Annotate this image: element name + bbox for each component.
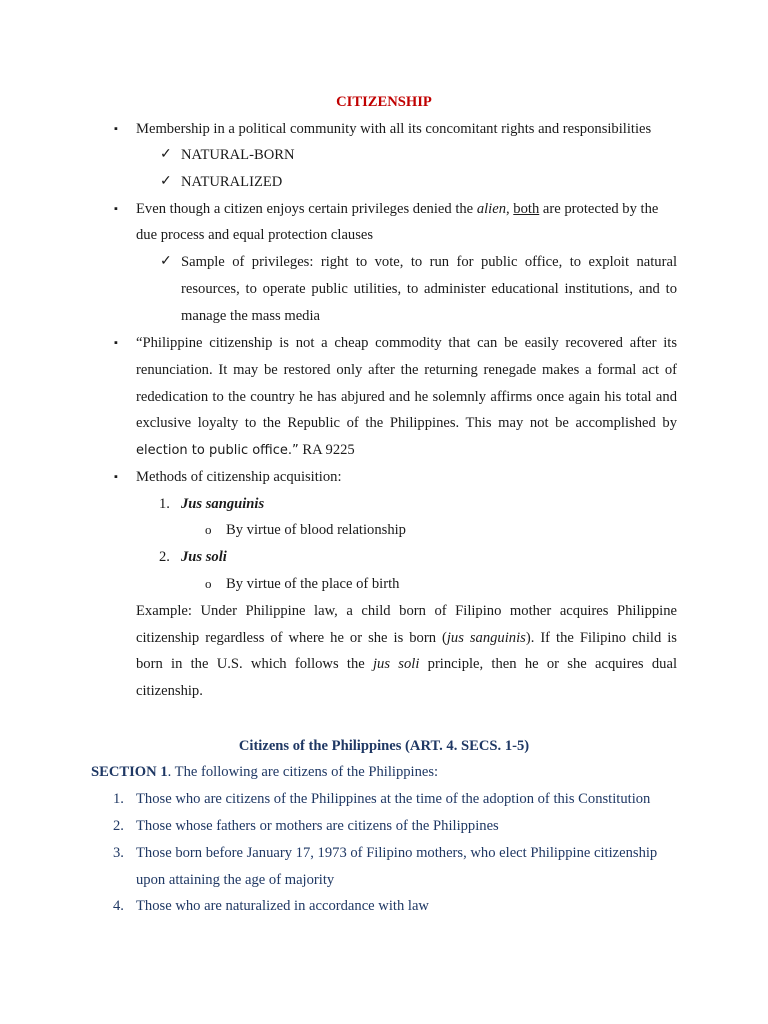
privileges-sample-l1: Sample of privileges: right to vote, to run for public office, to exploit natural <box>181 254 677 270</box>
quote-line-2: renunciation. It may be restored only after the returning renegade makes a formal act of <box>136 362 677 378</box>
example-line-2: citizenship regardless of where he or she is born (jus sanguinis). If the Filipino child is <box>136 630 677 646</box>
citizen-item-1: Those who are citizens of the Philippines at the time of the adoption of this Constitution <box>136 791 651 807</box>
circle-bullet: o <box>205 522 212 537</box>
method-jus-soli: Jus soli <box>181 549 227 565</box>
bullet-privileges: Even though a citizen enjoys certain privileges denied the alien, both are protected by the <box>136 201 659 217</box>
privileges-sample-l2: resources, to operate public utilities, to administer educational institutions, and to <box>181 281 677 297</box>
citizen-item-2: Those whose fathers or mothers are citizens of the Philippines <box>136 818 499 834</box>
method-desc-place: By virtue of the place of birth <box>226 576 400 592</box>
example-line-3: born in the U.S. which follows the jus soli principle, then he or she acquires dual <box>136 656 678 672</box>
list-number: 2. <box>113 818 124 834</box>
method-jus-sanguinis: Jus sanguinis <box>181 496 265 512</box>
bullet-marker: ▪ <box>114 203 118 215</box>
bullet-membership: Membership in a political community with all its concomitant rights and responsibilities <box>136 121 652 137</box>
example-line-4: citizenship. <box>136 683 203 699</box>
bullet-marker: ▪ <box>114 337 118 349</box>
method-number: 1. <box>159 496 170 512</box>
quote-line-5: election to public office.” RA 9225 <box>136 442 355 458</box>
document-title: CITIZENSHIP <box>336 94 432 110</box>
method-number: 2. <box>159 549 170 565</box>
list-number: 1. <box>113 791 124 807</box>
bullet-marker: ▪ <box>114 471 118 483</box>
bullet-marker: ▪ <box>114 123 118 135</box>
example-line-1: Example: Under Philippine law, a child born of Filipino mother acquires Philippine <box>136 603 677 619</box>
citizen-item-3: Those born before January 17, 1973 of Filipino mothers, who elect Philippine citizenship <box>136 845 658 861</box>
quote-line-3: rededication to the country he has abjured and he solemnly affirms once again his total and <box>136 389 677 405</box>
check-natural-born: NATURAL-BORN <box>181 147 295 163</box>
privileges-sample-l3: manage the mass media <box>181 308 320 324</box>
circle-bullet: o <box>205 576 212 591</box>
check-icon: ✓ <box>160 254 172 269</box>
method-desc-blood: By virtue of blood relationship <box>226 522 406 538</box>
methods-heading: Methods of citizenship acquisition: <box>136 469 342 485</box>
quote-line-1: “Philippine citizenship is not a cheap commodity that can be easily recovered after its <box>136 335 677 351</box>
citizen-item-4: Those who are naturalized in accordance with law <box>136 898 429 914</box>
list-number: 3. <box>113 845 124 861</box>
check-naturalized: NATURALIZED <box>181 174 283 190</box>
check-icon: ✓ <box>160 174 172 189</box>
section-1-heading: SECTION 1. The following are citizens of the Philippines: <box>91 764 439 780</box>
quote-line-4: exclusive loyalty to the Republic of the Philippines. This may not be accomplished by <box>136 415 677 431</box>
section-subtitle: Citizens of the Philippines (ART. 4. SECS. 1-5) <box>238 738 530 754</box>
check-icon: ✓ <box>160 147 172 162</box>
bullet-privileges-cont: due process and equal protection clauses <box>136 227 374 243</box>
list-number: 4. <box>113 898 124 914</box>
citizen-item-3-cont: upon attaining the age of majority <box>136 872 335 888</box>
